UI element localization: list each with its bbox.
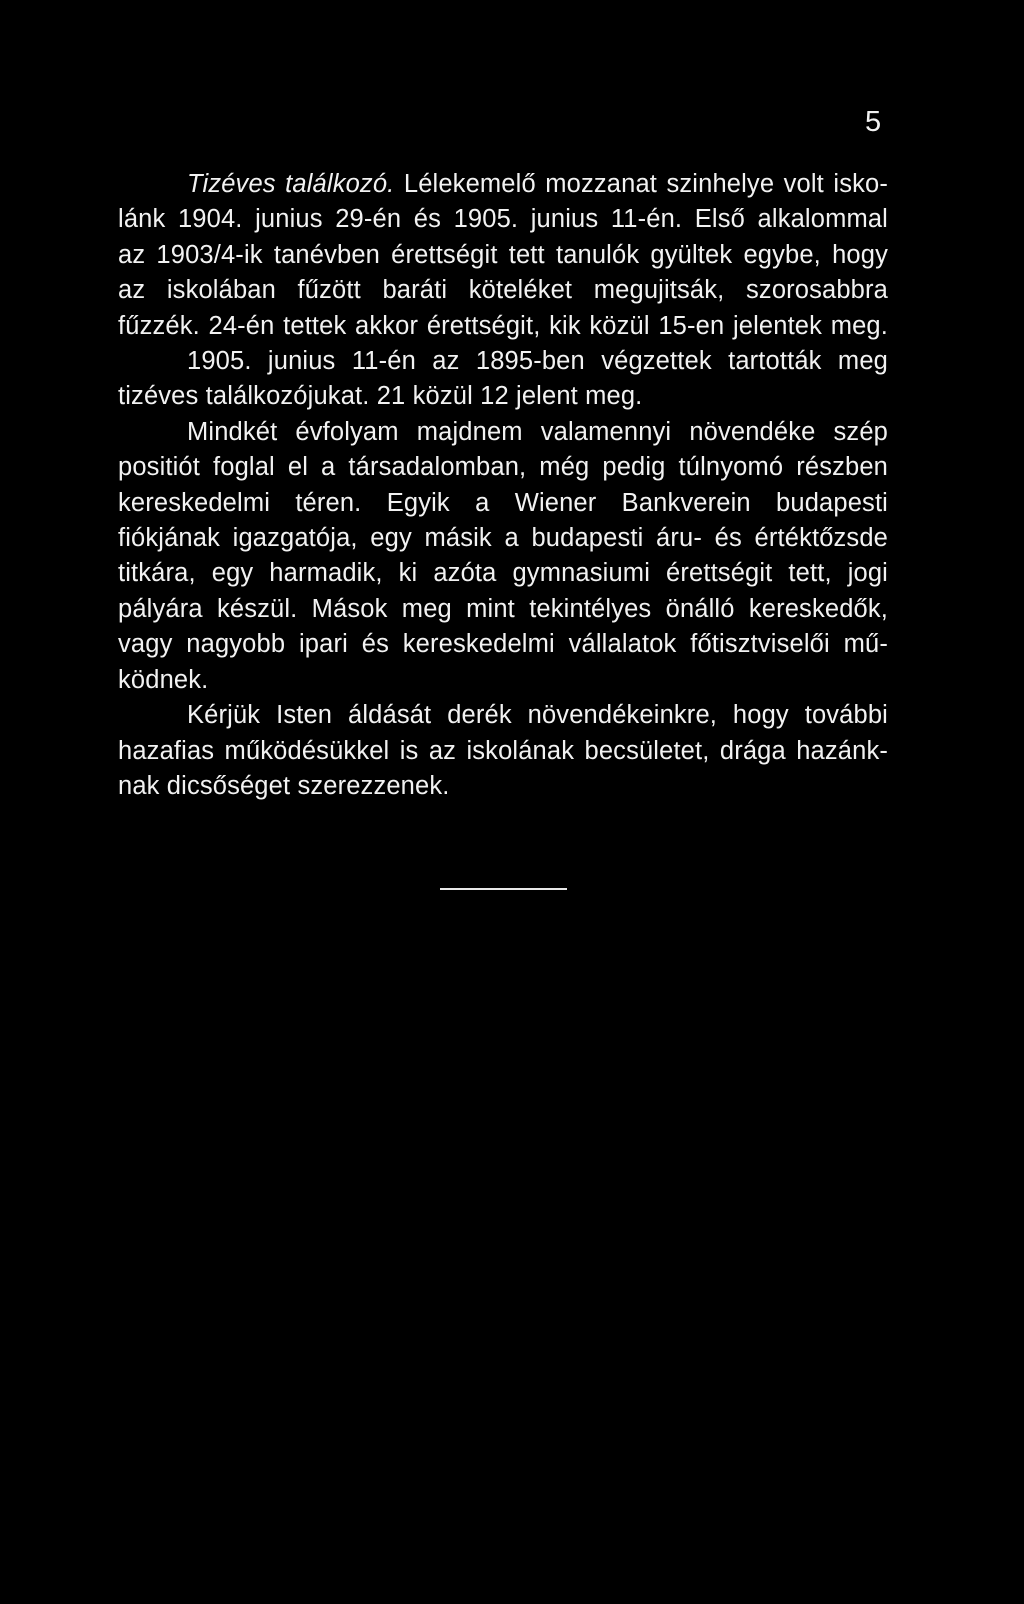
page-number: 5 — [865, 106, 882, 138]
paragraph-line: positiót foglal el a társadalomban, még pedig túlnyomó részben — [118, 453, 888, 482]
paragraph-line: fiókjának igazgatója, egy másik a budapesti áru- és értéktőzsde — [118, 524, 888, 553]
paragraph-line: nak dicsőséget szerezzenek. — [118, 771, 450, 800]
paragraph-line — [118, 167, 888, 202]
section-separator — [440, 888, 567, 890]
paragraph-line: Mindkét évfolyam majdnem valamennyi növendéke szép — [187, 417, 888, 446]
paragraph-line: fűzzék. 24-én tettek akkor érettségit, kik közül 15-en jelentek meg. — [118, 311, 888, 340]
paragraph-line: pályára készül. Mások meg mint tekintélyes önálló kereskedők, — [118, 594, 888, 623]
paragraph-line: tizéves találkozójukat. 21 közül 12 jelent meg. — [118, 382, 643, 411]
paragraph-line: vagy nagyobb ipari és kereskedelmi vállalatok főtisztviselői mű- — [118, 630, 888, 659]
paragraph-line: kereskedelmi téren. Egyik a Wiener Bankverein budapesti — [118, 488, 888, 517]
paragraph-line: Kérjük Isten áldását derék növendékeinkre, hogy további — [187, 701, 888, 730]
paragraph-line: hazafias működésükkel is az iskolának becsületet, drága hazánk- — [118, 736, 888, 765]
paragraph-ten-year-reunion — [118, 167, 888, 415]
paragraph-line: az iskolában fűzött baráti köteléket megujitsák, szorosabbra — [118, 276, 888, 305]
paragraph-blessing — [118, 698, 888, 804]
paragraph-line: titkára, egy harmadik, ki azóta gymnasiumi érettségit tett, jogi — [118, 559, 888, 588]
paragraph-line: lánk 1904. junius 29-én és 1905. junius 11-én. Első alkalommal — [118, 205, 888, 234]
section-title: Tizéves találkozó. — [187, 170, 395, 198]
paragraph-line-text: Lélekemelő mozzanat szinhelye volt isko- — [394, 170, 888, 198]
paragraph-line: 1905. junius 11-én az 1895-ben végzettek tartották meg — [187, 347, 888, 376]
paragraph-line: az 1903/4-ik tanévben érettségit tett tanulók gyültek egybe, hogy — [118, 240, 888, 269]
paragraph-graduates-positions — [118, 415, 888, 698]
body-text — [118, 167, 888, 804]
paragraph-line: ködnek. — [118, 665, 209, 694]
